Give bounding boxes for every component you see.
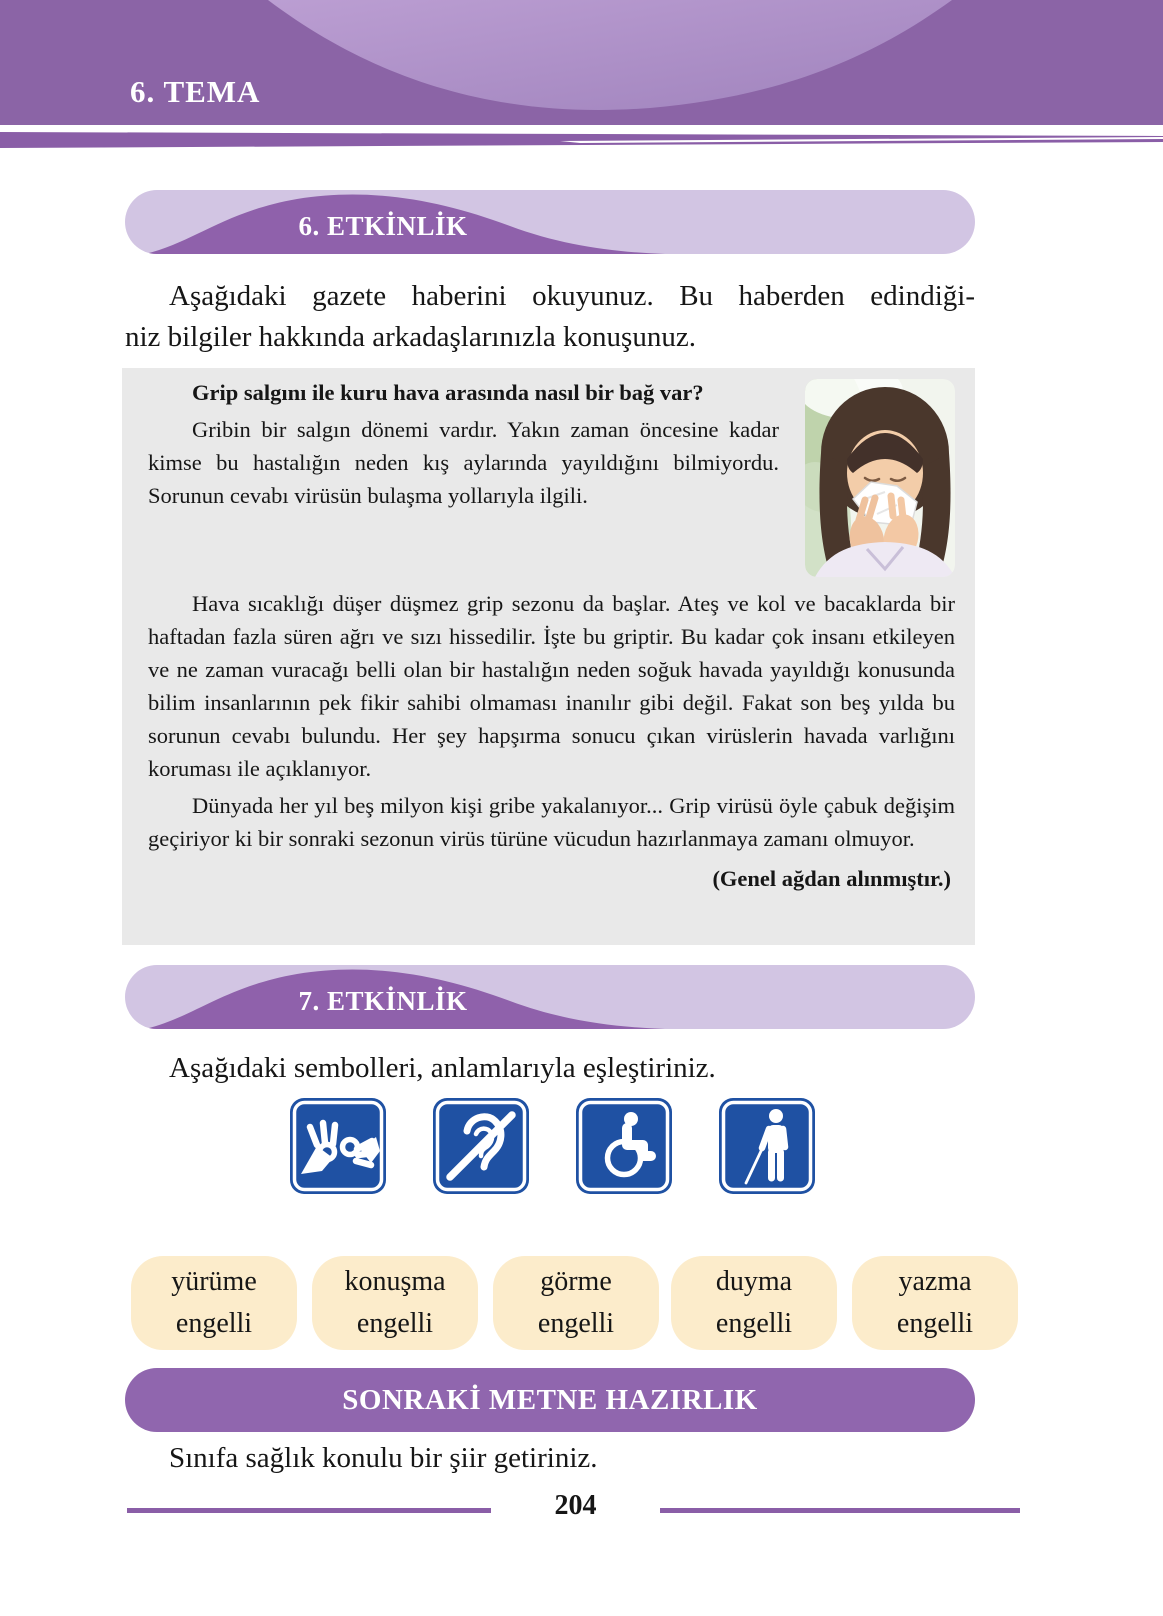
activity6-instruction — [125, 276, 975, 358]
sign-language-icon — [290, 1098, 386, 1194]
activity7-banner — [125, 965, 975, 1029]
chip-text: yazma — [898, 1266, 972, 1297]
label-chip-konusma-engelli — [312, 1256, 478, 1350]
chip-text: engelli — [356, 1308, 434, 1339]
chip-text: konuşma — [344, 1266, 446, 1297]
activity7-instruction: Aşağıdaki sembolleri, anlamlarıyla eşleştiriniz. — [169, 1052, 716, 1084]
prep-instruction: Sınıfa sağlık konulu bir şiir getiriniz. — [169, 1442, 598, 1474]
article-paragraph: Dünyada her yıl beş milyon kişi gribe yakalanıyor... Grip virüsü öyle çabuk değişim geçiriyor ki bir sonraki sezonun virüs türüne vücudun hazırlanmaya zamanı olmuyor. — [148, 793, 955, 851]
chip-text: engelli — [175, 1308, 253, 1339]
article-attribution: (Genel ağdan alınmıştır.) — [712, 866, 951, 891]
label-chip-yazma-engelli — [852, 1256, 1018, 1350]
article-title: Grip salgını ile kuru hava arasında nasıl bir bağ var? — [192, 380, 704, 405]
footer-line-right — [660, 1508, 1020, 1513]
chip-text: engelli — [896, 1308, 974, 1339]
chip-text: yürüme — [171, 1266, 257, 1297]
banner-wave — [125, 190, 975, 254]
news-article-box — [122, 368, 975, 945]
chip-text: duyma — [715, 1266, 793, 1297]
label-chip-duyma-engelli — [671, 1256, 837, 1350]
prep-banner — [125, 1368, 975, 1432]
page-number: 204 — [554, 1490, 597, 1521]
activity7-title: 7. ETKİNLİK — [298, 986, 468, 1016]
wheelchair-icon — [576, 1098, 672, 1194]
theme-header — [0, 0, 1163, 125]
blind-person-icon — [719, 1098, 815, 1194]
label-chip-yurume-engelli — [131, 1256, 297, 1350]
activity6-banner — [125, 190, 975, 254]
divider-stripe — [0, 125, 1163, 157]
activity6-title: 6. ETKİNLİK — [298, 211, 468, 241]
photo-illustration — [805, 379, 955, 577]
instruction-line: Aşağıdaki gazete haberini okuyunuz. Bu haberden edindiği- — [169, 280, 975, 312]
chip-text: engelli — [537, 1308, 615, 1339]
chip-text: görme — [540, 1266, 612, 1297]
prep-title: SONRAKİ METNE HAZIRLIK — [342, 1384, 758, 1416]
article-paragraph: Gribin bir salgın dönemi vardır. Yakın zaman öncesine kadar kimse bu hastalığın neden kış aylarında yayıldığını bilmiyordu. Sorunun cevabı virüsün bulaşma yollarıyla ilgili. — [148, 417, 779, 508]
banner-wave — [125, 965, 975, 1029]
footer-line-left — [127, 1508, 491, 1513]
chip-text: engelli — [715, 1308, 793, 1339]
girl-blowing-nose-photo — [805, 379, 955, 577]
instruction-line: niz bilgiler hakkında arkadaşlarınızla konuşunuz. — [125, 321, 696, 353]
label-chip-gorme-engelli — [493, 1256, 659, 1350]
theme-title: 6. TEMA — [130, 74, 261, 109]
hearing-impaired-icon — [433, 1098, 529, 1194]
article-paragraph: Hava sıcaklığı düşer düşmez grip sezonu da başlar. Ateş ve kol ve bacaklarda bir haftadan fazla süren ağrı ve sızı hissedilir. İşte bu griptir. Bu kadar çok insanı etkileyen ve ne zaman vuracağı belli olan bir hastalığın neden soğuk havada yayıldığı konusunda bilim insanlarının pek fikir sahibi olmaması inanılır gibi değil. Fakat son beş yılda bu sorunun cevabı bulundu. Her şey hapşırma sonucu çıkan virüslerin havada varlığını koruması ile açıklanıyor. — [148, 591, 955, 781]
